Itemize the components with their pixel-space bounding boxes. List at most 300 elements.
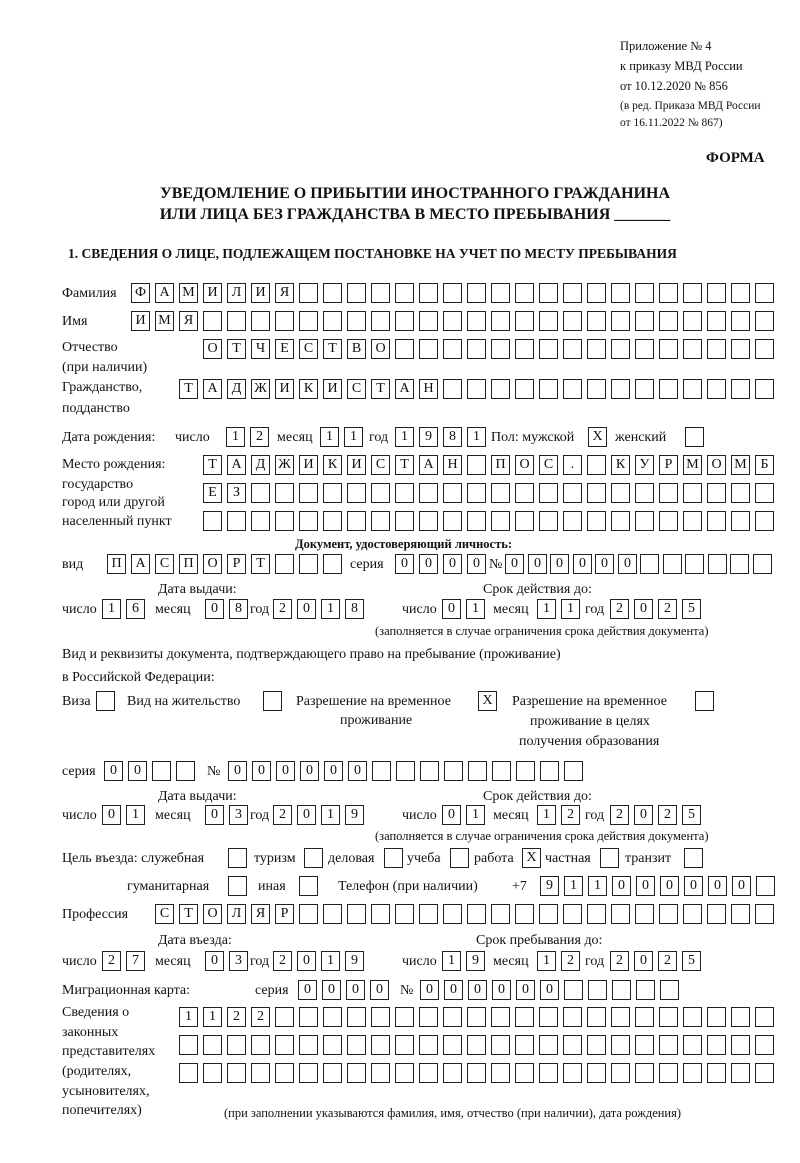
field-cell-birth-year[interactable]: 1 bbox=[467, 427, 486, 447]
field-cell-birthplace-3[interactable] bbox=[563, 511, 582, 531]
field-cell-birthplace-2[interactable] bbox=[419, 483, 438, 503]
field-cell-citizenship[interactable] bbox=[731, 379, 750, 399]
field-cell-profession[interactable] bbox=[347, 904, 366, 924]
field-cell-citizenship[interactable]: Т bbox=[179, 379, 198, 399]
field-cell-surname[interactable] bbox=[587, 283, 606, 303]
field-cell-reps-1[interactable] bbox=[275, 1007, 294, 1027]
field-cell-mc-series[interactable]: 0 bbox=[370, 980, 389, 1000]
field-cell-name[interactable] bbox=[299, 311, 318, 331]
field-cell-reps-2[interactable] bbox=[467, 1035, 486, 1055]
field-cell-patronymic[interactable]: В bbox=[347, 339, 366, 359]
field-cell-id-issue-month[interactable]: 0 bbox=[205, 599, 224, 619]
field-cell-reps-2[interactable] bbox=[659, 1035, 678, 1055]
field-cell-birthplace-1[interactable] bbox=[587, 455, 606, 475]
field-cell-birth-month[interactable]: 1 bbox=[344, 427, 363, 447]
field-cell-citizenship[interactable]: А bbox=[203, 379, 222, 399]
field-cell-citizenship[interactable]: И bbox=[323, 379, 342, 399]
field-cell-id-issue-day[interactable]: 6 bbox=[126, 599, 145, 619]
field-cell-reps-1[interactable] bbox=[299, 1007, 318, 1027]
field-cell-birthplace-3[interactable] bbox=[323, 511, 342, 531]
field-cell-id-series[interactable]: 0 bbox=[419, 554, 438, 574]
field-cell-reps-3[interactable] bbox=[587, 1063, 606, 1083]
field-cell-patronymic[interactable]: С bbox=[299, 339, 318, 359]
field-cell-reps-2[interactable] bbox=[203, 1035, 222, 1055]
field-cell-id-kind[interactable]: О bbox=[203, 554, 222, 574]
field-cell-entry-year[interactable]: 2 bbox=[273, 951, 292, 971]
field-cell-reps-1[interactable]: 1 bbox=[179, 1007, 198, 1027]
field-cell-birthplace-1[interactable]: М bbox=[683, 455, 702, 475]
field-cell-reps-3[interactable] bbox=[395, 1063, 414, 1083]
field-cell-id-issue-month[interactable]: 8 bbox=[229, 599, 248, 619]
field-cell-stay-year[interactable]: 0 bbox=[634, 951, 653, 971]
field-cell-profession[interactable] bbox=[563, 904, 582, 924]
field-cell-citizenship[interactable] bbox=[611, 379, 630, 399]
field-cell-id-kind[interactable]: П bbox=[107, 554, 126, 574]
field-cell-reps-3[interactable] bbox=[707, 1063, 726, 1083]
field-cell-id-series[interactable]: 0 bbox=[443, 554, 462, 574]
field-cell-birthplace-3[interactable] bbox=[515, 511, 534, 531]
field-cell-surname[interactable] bbox=[467, 283, 486, 303]
field-cell-patronymic[interactable]: Т bbox=[227, 339, 246, 359]
field-cell-reps-3[interactable] bbox=[275, 1063, 294, 1083]
field-cell-birth-day[interactable]: 1 bbox=[226, 427, 245, 447]
field-cell-phone[interactable]: 0 bbox=[684, 876, 703, 896]
field-cell-birthplace-1[interactable]: К bbox=[611, 455, 630, 475]
field-cell-reps-2[interactable] bbox=[443, 1035, 462, 1055]
field-cell-reps-2[interactable] bbox=[179, 1035, 198, 1055]
field-cell-name[interactable] bbox=[347, 311, 366, 331]
field-cell-birth-month[interactable]: 1 bbox=[320, 427, 339, 447]
checkbox-p-private[interactable] bbox=[600, 848, 619, 868]
field-cell-stay-year[interactable]: 2 bbox=[610, 951, 629, 971]
field-cell-name[interactable] bbox=[515, 311, 534, 331]
field-cell-mc-series[interactable]: 0 bbox=[322, 980, 341, 1000]
field-cell-reps-2[interactable] bbox=[227, 1035, 246, 1055]
checkbox-p-study[interactable] bbox=[450, 848, 469, 868]
field-cell-mc-number[interactable]: 0 bbox=[468, 980, 487, 1000]
checkbox-p-transit[interactable] bbox=[684, 848, 703, 868]
field-cell-birthplace-3[interactable] bbox=[443, 511, 462, 531]
field-cell-surname[interactable] bbox=[323, 283, 342, 303]
field-cell-reps-2[interactable] bbox=[683, 1035, 702, 1055]
field-cell-patronymic[interactable]: О bbox=[371, 339, 390, 359]
field-cell-profession[interactable] bbox=[587, 904, 606, 924]
field-cell-patronymic[interactable] bbox=[755, 339, 774, 359]
field-cell-phone[interactable]: 0 bbox=[612, 876, 631, 896]
field-cell-stay-year[interactable]: 2 bbox=[658, 951, 677, 971]
field-cell-mc-series[interactable]: 0 bbox=[298, 980, 317, 1000]
field-cell-surname[interactable]: И bbox=[251, 283, 270, 303]
field-cell-reps-1[interactable]: 1 bbox=[203, 1007, 222, 1027]
field-cell-patronymic[interactable] bbox=[731, 339, 750, 359]
field-cell-rd-issue-month[interactable]: 3 bbox=[229, 805, 248, 825]
field-cell-birthplace-2[interactable] bbox=[635, 483, 654, 503]
field-cell-surname[interactable]: Я bbox=[275, 283, 294, 303]
field-cell-birthplace-1[interactable]: Н bbox=[443, 455, 462, 475]
field-cell-reps-1[interactable] bbox=[395, 1007, 414, 1027]
field-cell-reps-3[interactable] bbox=[659, 1063, 678, 1083]
field-cell-rd-valid-month[interactable]: 2 bbox=[561, 805, 580, 825]
field-cell-birthplace-3[interactable] bbox=[659, 511, 678, 531]
field-cell-rd-number[interactable]: 0 bbox=[324, 761, 343, 781]
field-cell-id-valid-year[interactable]: 0 bbox=[634, 599, 653, 619]
field-cell-reps-2[interactable] bbox=[563, 1035, 582, 1055]
field-cell-reps-3[interactable] bbox=[755, 1063, 774, 1083]
field-cell-id-number[interactable] bbox=[708, 554, 727, 574]
field-cell-reps-1[interactable] bbox=[539, 1007, 558, 1027]
field-cell-birthplace-1[interactable]: Р bbox=[659, 455, 678, 475]
field-cell-rd-issue-year[interactable]: 0 bbox=[297, 805, 316, 825]
checkbox-p-tourism[interactable] bbox=[304, 848, 323, 868]
field-cell-birthplace-2[interactable] bbox=[443, 483, 462, 503]
field-cell-reps-1[interactable] bbox=[347, 1007, 366, 1027]
field-cell-profession[interactable]: Р bbox=[275, 904, 294, 924]
field-cell-birthplace-3[interactable] bbox=[395, 511, 414, 531]
field-cell-reps-3[interactable] bbox=[611, 1063, 630, 1083]
field-cell-id-kind[interactable]: Т bbox=[251, 554, 270, 574]
field-cell-profession[interactable] bbox=[707, 904, 726, 924]
field-cell-stay-day[interactable]: 9 bbox=[466, 951, 485, 971]
field-cell-id-number[interactable]: 0 bbox=[505, 554, 524, 574]
field-cell-birth-day[interactable]: 2 bbox=[250, 427, 269, 447]
field-cell-mc-number[interactable] bbox=[636, 980, 655, 1000]
field-cell-birthplace-3[interactable] bbox=[587, 511, 606, 531]
field-cell-reps-3[interactable] bbox=[227, 1063, 246, 1083]
field-cell-phone[interactable]: 1 bbox=[564, 876, 583, 896]
field-cell-citizenship[interactable] bbox=[635, 379, 654, 399]
field-cell-birthplace-1[interactable]: М bbox=[731, 455, 750, 475]
field-cell-entry-month[interactable]: 0 bbox=[205, 951, 224, 971]
field-cell-phone[interactable]: 0 bbox=[636, 876, 655, 896]
field-cell-rd-number[interactable]: 0 bbox=[300, 761, 319, 781]
field-cell-rd-valid-day[interactable]: 0 bbox=[442, 805, 461, 825]
field-cell-rd-valid-month[interactable]: 1 bbox=[537, 805, 556, 825]
field-cell-birthplace-3[interactable] bbox=[635, 511, 654, 531]
field-cell-profession[interactable] bbox=[683, 904, 702, 924]
field-cell-birthplace-2[interactable] bbox=[323, 483, 342, 503]
field-cell-birthplace-1[interactable]: О bbox=[707, 455, 726, 475]
field-cell-rd-number[interactable] bbox=[540, 761, 559, 781]
field-cell-birthplace-1[interactable]: У bbox=[635, 455, 654, 475]
field-cell-rd-valid-year[interactable]: 2 bbox=[610, 805, 629, 825]
field-cell-birthplace-2[interactable] bbox=[251, 483, 270, 503]
field-cell-reps-1[interactable] bbox=[419, 1007, 438, 1027]
field-cell-mc-series[interactable]: 0 bbox=[346, 980, 365, 1000]
field-cell-birthplace-3[interactable] bbox=[755, 511, 774, 531]
field-cell-citizenship[interactable]: Ж bbox=[251, 379, 270, 399]
field-cell-surname[interactable] bbox=[299, 283, 318, 303]
field-cell-rd-issue-year[interactable]: 1 bbox=[321, 805, 340, 825]
field-cell-id-number[interactable]: 0 bbox=[595, 554, 614, 574]
field-cell-id-number[interactable]: 0 bbox=[528, 554, 547, 574]
field-cell-name[interactable] bbox=[275, 311, 294, 331]
field-cell-id-number[interactable] bbox=[685, 554, 704, 574]
field-cell-id-number[interactable]: 0 bbox=[573, 554, 592, 574]
field-cell-birthplace-1[interactable]: И bbox=[347, 455, 366, 475]
field-cell-patronymic[interactable] bbox=[491, 339, 510, 359]
field-cell-citizenship[interactable]: Д bbox=[227, 379, 246, 399]
field-cell-patronymic[interactable] bbox=[395, 339, 414, 359]
field-cell-rd-valid-year[interactable]: 2 bbox=[658, 805, 677, 825]
field-cell-patronymic[interactable]: Ч bbox=[251, 339, 270, 359]
field-cell-rd-number[interactable] bbox=[372, 761, 391, 781]
field-cell-birthplace-2[interactable] bbox=[347, 483, 366, 503]
field-cell-id-kind[interactable]: П bbox=[179, 554, 198, 574]
field-cell-name[interactable] bbox=[443, 311, 462, 331]
field-cell-birthplace-3[interactable] bbox=[467, 511, 486, 531]
field-cell-id-issue-day[interactable]: 1 bbox=[102, 599, 121, 619]
field-cell-reps-3[interactable] bbox=[515, 1063, 534, 1083]
field-cell-id-series[interactable]: 0 bbox=[395, 554, 414, 574]
field-cell-name[interactable]: Я bbox=[179, 311, 198, 331]
field-cell-name[interactable] bbox=[611, 311, 630, 331]
checkbox-p-other[interactable] bbox=[299, 876, 318, 896]
field-cell-entry-month[interactable]: 3 bbox=[229, 951, 248, 971]
field-cell-name[interactable]: М bbox=[155, 311, 174, 331]
field-cell-reps-2[interactable] bbox=[371, 1035, 390, 1055]
field-cell-reps-3[interactable] bbox=[467, 1063, 486, 1083]
field-cell-birthplace-3[interactable] bbox=[251, 511, 270, 531]
field-cell-patronymic[interactable] bbox=[467, 339, 486, 359]
field-cell-birthplace-2[interactable] bbox=[611, 483, 630, 503]
field-cell-id-valid-year[interactable]: 2 bbox=[610, 599, 629, 619]
field-cell-stay-year[interactable]: 5 bbox=[682, 951, 701, 971]
field-cell-reps-2[interactable] bbox=[251, 1035, 270, 1055]
field-cell-phone[interactable]: 0 bbox=[732, 876, 751, 896]
field-cell-patronymic[interactable]: Е bbox=[275, 339, 294, 359]
field-cell-id-kind[interactable]: Р bbox=[227, 554, 246, 574]
field-cell-birthplace-2[interactable] bbox=[467, 483, 486, 503]
field-cell-birthplace-3[interactable] bbox=[539, 511, 558, 531]
field-cell-entry-year[interactable]: 9 bbox=[345, 951, 364, 971]
field-cell-patronymic[interactable] bbox=[587, 339, 606, 359]
field-cell-entry-year[interactable]: 1 bbox=[321, 951, 340, 971]
field-cell-reps-3[interactable] bbox=[371, 1063, 390, 1083]
field-cell-profession[interactable] bbox=[467, 904, 486, 924]
field-cell-entry-day[interactable]: 7 bbox=[126, 951, 145, 971]
field-cell-birthplace-2[interactable]: Е bbox=[203, 483, 222, 503]
field-cell-reps-2[interactable] bbox=[731, 1035, 750, 1055]
field-cell-birthplace-2[interactable] bbox=[707, 483, 726, 503]
field-cell-surname[interactable]: И bbox=[203, 283, 222, 303]
field-cell-citizenship[interactable] bbox=[539, 379, 558, 399]
field-cell-rd-issue-day[interactable]: 0 bbox=[102, 805, 121, 825]
field-cell-rd-series[interactable]: 0 bbox=[128, 761, 147, 781]
field-cell-mc-number[interactable]: 0 bbox=[420, 980, 439, 1000]
field-cell-entry-day[interactable]: 2 bbox=[102, 951, 121, 971]
field-cell-reps-2[interactable] bbox=[419, 1035, 438, 1055]
field-cell-profession[interactable] bbox=[755, 904, 774, 924]
field-cell-birthplace-1[interactable]: Д bbox=[251, 455, 270, 475]
field-cell-id-series[interactable]: 0 bbox=[467, 554, 486, 574]
field-cell-name[interactable] bbox=[227, 311, 246, 331]
field-cell-surname[interactable] bbox=[515, 283, 534, 303]
field-cell-mc-number[interactable]: 0 bbox=[540, 980, 559, 1000]
field-cell-patronymic[interactable] bbox=[635, 339, 654, 359]
field-cell-birthplace-1[interactable]: Б bbox=[755, 455, 774, 475]
field-cell-citizenship[interactable] bbox=[515, 379, 534, 399]
field-cell-profession[interactable] bbox=[491, 904, 510, 924]
field-cell-id-number[interactable] bbox=[753, 554, 772, 574]
field-cell-birthplace-1[interactable]: О bbox=[515, 455, 534, 475]
field-cell-birthplace-2[interactable] bbox=[659, 483, 678, 503]
field-cell-reps-1[interactable] bbox=[515, 1007, 534, 1027]
field-cell-id-kind[interactable]: С bbox=[155, 554, 174, 574]
field-cell-profession[interactable]: О bbox=[203, 904, 222, 924]
field-cell-surname[interactable] bbox=[635, 283, 654, 303]
field-cell-birthplace-1[interactable] bbox=[467, 455, 486, 475]
field-cell-birthplace-3[interactable] bbox=[419, 511, 438, 531]
field-cell-birth-year[interactable]: 1 bbox=[395, 427, 414, 447]
field-cell-reps-1[interactable] bbox=[731, 1007, 750, 1027]
field-cell-birthplace-1[interactable]: А bbox=[227, 455, 246, 475]
field-cell-patronymic[interactable] bbox=[443, 339, 462, 359]
field-cell-reps-2[interactable] bbox=[635, 1035, 654, 1055]
field-cell-birthplace-2[interactable] bbox=[563, 483, 582, 503]
field-cell-birthplace-1[interactable]: С bbox=[539, 455, 558, 475]
field-cell-reps-3[interactable] bbox=[419, 1063, 438, 1083]
field-cell-birthplace-3[interactable] bbox=[707, 511, 726, 531]
field-cell-stay-month[interactable]: 2 bbox=[561, 951, 580, 971]
field-cell-citizenship[interactable]: И bbox=[275, 379, 294, 399]
field-cell-reps-2[interactable] bbox=[275, 1035, 294, 1055]
field-cell-reps-2[interactable] bbox=[515, 1035, 534, 1055]
field-cell-id-kind[interactable] bbox=[323, 554, 342, 574]
field-cell-reps-2[interactable] bbox=[707, 1035, 726, 1055]
field-cell-citizenship[interactable] bbox=[443, 379, 462, 399]
field-cell-reps-3[interactable] bbox=[683, 1063, 702, 1083]
field-cell-patronymic[interactable] bbox=[563, 339, 582, 359]
field-cell-id-number[interactable] bbox=[663, 554, 682, 574]
field-cell-mc-number[interactable]: 0 bbox=[492, 980, 511, 1000]
field-cell-name[interactable] bbox=[371, 311, 390, 331]
field-cell-rd-issue-year[interactable]: 2 bbox=[273, 805, 292, 825]
field-cell-phone[interactable]: 0 bbox=[660, 876, 679, 896]
field-cell-profession[interactable] bbox=[419, 904, 438, 924]
field-cell-surname[interactable] bbox=[539, 283, 558, 303]
field-cell-citizenship[interactable] bbox=[707, 379, 726, 399]
field-cell-profession[interactable] bbox=[395, 904, 414, 924]
field-cell-surname[interactable] bbox=[659, 283, 678, 303]
field-cell-name[interactable] bbox=[587, 311, 606, 331]
field-cell-birthplace-2[interactable]: З bbox=[227, 483, 246, 503]
field-cell-surname[interactable] bbox=[395, 283, 414, 303]
field-cell-rd-number[interactable]: 0 bbox=[276, 761, 295, 781]
field-cell-reps-3[interactable] bbox=[323, 1063, 342, 1083]
field-cell-citizenship[interactable] bbox=[755, 379, 774, 399]
field-cell-name[interactable] bbox=[467, 311, 486, 331]
field-cell-id-number[interactable]: 0 bbox=[550, 554, 569, 574]
field-cell-id-valid-year[interactable]: 5 bbox=[682, 599, 701, 619]
field-cell-birthplace-3[interactable] bbox=[371, 511, 390, 531]
field-cell-rd-number[interactable]: 0 bbox=[228, 761, 247, 781]
field-cell-surname[interactable] bbox=[347, 283, 366, 303]
field-cell-birthplace-2[interactable] bbox=[683, 483, 702, 503]
field-cell-surname[interactable]: А bbox=[155, 283, 174, 303]
field-cell-profession[interactable] bbox=[635, 904, 654, 924]
field-cell-birthplace-1[interactable]: Ж bbox=[275, 455, 294, 475]
field-cell-citizenship[interactable]: К bbox=[299, 379, 318, 399]
field-cell-rd-number[interactable] bbox=[420, 761, 439, 781]
field-cell-rd-issue-day[interactable]: 1 bbox=[126, 805, 145, 825]
field-cell-name[interactable] bbox=[635, 311, 654, 331]
field-cell-birthplace-2[interactable] bbox=[491, 483, 510, 503]
field-cell-reps-2[interactable] bbox=[539, 1035, 558, 1055]
field-cell-citizenship[interactable] bbox=[659, 379, 678, 399]
field-cell-mc-number[interactable]: 0 bbox=[516, 980, 535, 1000]
field-cell-patronymic[interactable] bbox=[683, 339, 702, 359]
field-cell-reps-3[interactable] bbox=[347, 1063, 366, 1083]
field-cell-surname[interactable] bbox=[563, 283, 582, 303]
field-cell-patronymic[interactable] bbox=[539, 339, 558, 359]
field-cell-reps-1[interactable] bbox=[611, 1007, 630, 1027]
field-cell-reps-3[interactable] bbox=[731, 1063, 750, 1083]
field-cell-rd-number[interactable] bbox=[468, 761, 487, 781]
field-cell-profession[interactable] bbox=[371, 904, 390, 924]
field-cell-citizenship[interactable]: С bbox=[347, 379, 366, 399]
field-cell-reps-3[interactable] bbox=[491, 1063, 510, 1083]
field-cell-citizenship[interactable]: Н bbox=[419, 379, 438, 399]
field-cell-id-number[interactable] bbox=[730, 554, 749, 574]
field-cell-name[interactable] bbox=[395, 311, 414, 331]
field-cell-reps-1[interactable] bbox=[467, 1007, 486, 1027]
field-cell-rd-number[interactable]: 0 bbox=[348, 761, 367, 781]
field-cell-phone[interactable] bbox=[756, 876, 775, 896]
field-cell-rd-series[interactable]: 0 bbox=[104, 761, 123, 781]
field-cell-birthplace-3[interactable] bbox=[683, 511, 702, 531]
field-cell-birthplace-3[interactable] bbox=[275, 511, 294, 531]
checkbox-edu-residence[interactable] bbox=[695, 691, 714, 711]
checkbox-p-humanitarian[interactable] bbox=[228, 876, 247, 896]
field-cell-patronymic[interactable] bbox=[419, 339, 438, 359]
field-cell-name[interactable] bbox=[323, 311, 342, 331]
field-cell-patronymic[interactable] bbox=[611, 339, 630, 359]
field-cell-surname[interactable] bbox=[683, 283, 702, 303]
field-cell-citizenship[interactable]: Т bbox=[371, 379, 390, 399]
field-cell-rd-issue-month[interactable]: 0 bbox=[205, 805, 224, 825]
field-cell-profession[interactable] bbox=[443, 904, 462, 924]
field-cell-patronymic[interactable] bbox=[707, 339, 726, 359]
field-cell-phone[interactable]: 1 bbox=[588, 876, 607, 896]
field-cell-rd-number[interactable]: 0 bbox=[252, 761, 271, 781]
field-cell-reps-2[interactable] bbox=[323, 1035, 342, 1055]
field-cell-id-issue-year[interactable]: 8 bbox=[345, 599, 364, 619]
field-cell-rd-number[interactable] bbox=[492, 761, 511, 781]
field-cell-birthplace-1[interactable]: И bbox=[299, 455, 318, 475]
checkbox-temp-residence[interactable]: X bbox=[478, 691, 497, 711]
field-cell-reps-1[interactable] bbox=[707, 1007, 726, 1027]
field-cell-reps-2[interactable] bbox=[755, 1035, 774, 1055]
field-cell-birthplace-3[interactable] bbox=[491, 511, 510, 531]
field-cell-id-number[interactable]: 0 bbox=[618, 554, 637, 574]
field-cell-name[interactable] bbox=[755, 311, 774, 331]
field-cell-birthplace-2[interactable] bbox=[539, 483, 558, 503]
field-cell-birthplace-3[interactable] bbox=[611, 511, 630, 531]
field-cell-citizenship[interactable] bbox=[683, 379, 702, 399]
field-cell-name[interactable] bbox=[251, 311, 270, 331]
field-cell-name[interactable] bbox=[419, 311, 438, 331]
field-cell-citizenship[interactable]: А bbox=[395, 379, 414, 399]
field-cell-reps-3[interactable] bbox=[203, 1063, 222, 1083]
field-cell-birthplace-1[interactable]: С bbox=[371, 455, 390, 475]
field-cell-profession[interactable] bbox=[659, 904, 678, 924]
field-cell-name[interactable] bbox=[563, 311, 582, 331]
field-cell-patronymic[interactable] bbox=[515, 339, 534, 359]
field-cell-reps-3[interactable] bbox=[299, 1063, 318, 1083]
checkbox-p-work[interactable]: X bbox=[522, 848, 541, 868]
field-cell-surname[interactable] bbox=[419, 283, 438, 303]
field-cell-profession[interactable] bbox=[299, 904, 318, 924]
